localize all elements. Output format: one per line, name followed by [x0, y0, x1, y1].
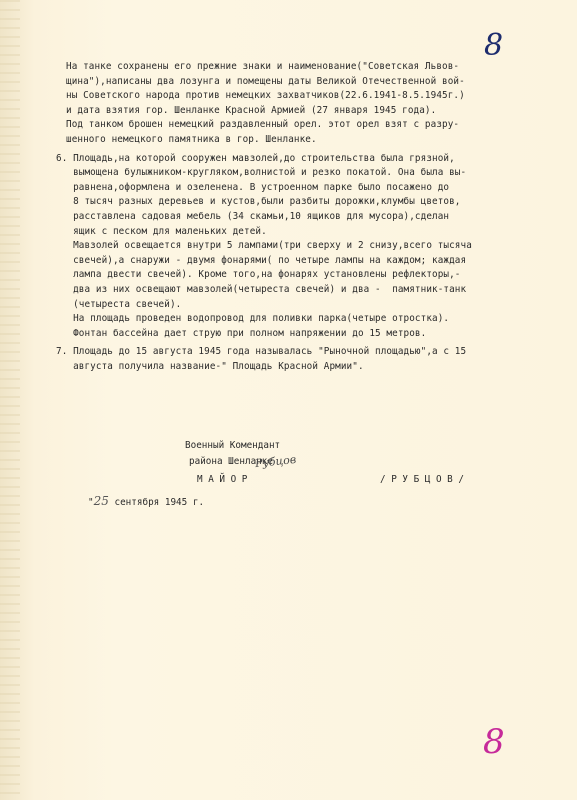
- text-line: Фонтан бассейна дает струю при полном напряжении до 15 метров.: [56, 327, 427, 339]
- text-line: равнена,оформлена и озеленена. В устроенном парке было посажено до: [56, 181, 450, 193]
- text-line: и дата взятия гор. Шенланке Красной Армией (27 января 1945 года).: [66, 104, 437, 116]
- text-line: На танке сохранены его прежние знаки и наименование("Советская Львов-: [66, 61, 460, 72]
- text-line: свечей),а снаружи - двумя фонарями( по четыре лампы на каждом; каждая: [56, 254, 467, 266]
- text-line: 8 тысяч разных деревьев и кустов,были разбиты дорожки,клумбы цветов,: [56, 196, 461, 208]
- text-line: 6. Площадь,на которой сооружен мавзолей,до строительства была грязной,: [56, 152, 455, 164]
- date-quote: ": [88, 497, 94, 508]
- page-number-top: 8: [484, 28, 504, 63]
- paragraph-6: [56, 152, 566, 342]
- binding-edge: [0, 0, 20, 800]
- date-rest: сентября 1945 г.: [108, 497, 205, 508]
- paragraph-tank: [66, 60, 566, 148]
- text-line: августа получила название-" Площадь Красной Армии".: [56, 360, 364, 372]
- paragraph-7: [56, 345, 566, 374]
- text-line: ящик с песком для маленьких детей.: [56, 225, 267, 237]
- date-day: 25: [93, 494, 109, 508]
- signature-title-2: района Шенланке: [189, 456, 273, 467]
- document-body: [56, 60, 566, 374]
- signature-rank: М А Й О Р: [197, 474, 248, 485]
- text-line: 7. Площадь до 15 августа 1945 года называлась "Рыночной площадью",а с 15: [56, 346, 467, 358]
- text-line: Мавзолей освещается внутри 5 лампами(три сверху и 2 снизу,всего тысяча: [56, 240, 472, 252]
- handwritten-signature: Рубцов: [254, 452, 297, 471]
- text-line: вымощена булыжником-кругляком,волнистой и резко покатой. Она была вы-: [56, 167, 467, 179]
- signature-name: / Р У Б Ц О В /: [380, 474, 464, 485]
- text-line: На площадь проведен водопровод для поливки парка(четыре отростка).: [56, 313, 450, 325]
- signature-title-1: Военный Комендант: [185, 440, 281, 451]
- text-line: (четыреста свечей).: [56, 298, 182, 310]
- text-line: шенного немецкого памятника в гор. Шенланке.: [66, 133, 317, 145]
- signature-date: [88, 494, 204, 508]
- text-line: щина"),написаны два лозунга и помещены даты Великой Отечественной вой-: [66, 75, 465, 87]
- text-line: расставлена садовая мебель (34 скамьи,10 ящиков для мусора),сделан: [56, 210, 450, 222]
- page-number-bottom: 8: [483, 722, 505, 762]
- text-line: Под танком брошен немецкий раздавленный орел. этот орел взят с разру-: [66, 119, 460, 131]
- text-line: два из них освещают мавзолей(четыреста свечей) и два - памятник-танк: [56, 283, 467, 295]
- text-line: ны Советского народа против немецких захватчиков(22.6.1941-8.5.1945г.): [66, 90, 465, 102]
- text-line: лампа двести свечей). Кроме того,на фонарях установлены рефлекторы,-: [56, 269, 461, 281]
